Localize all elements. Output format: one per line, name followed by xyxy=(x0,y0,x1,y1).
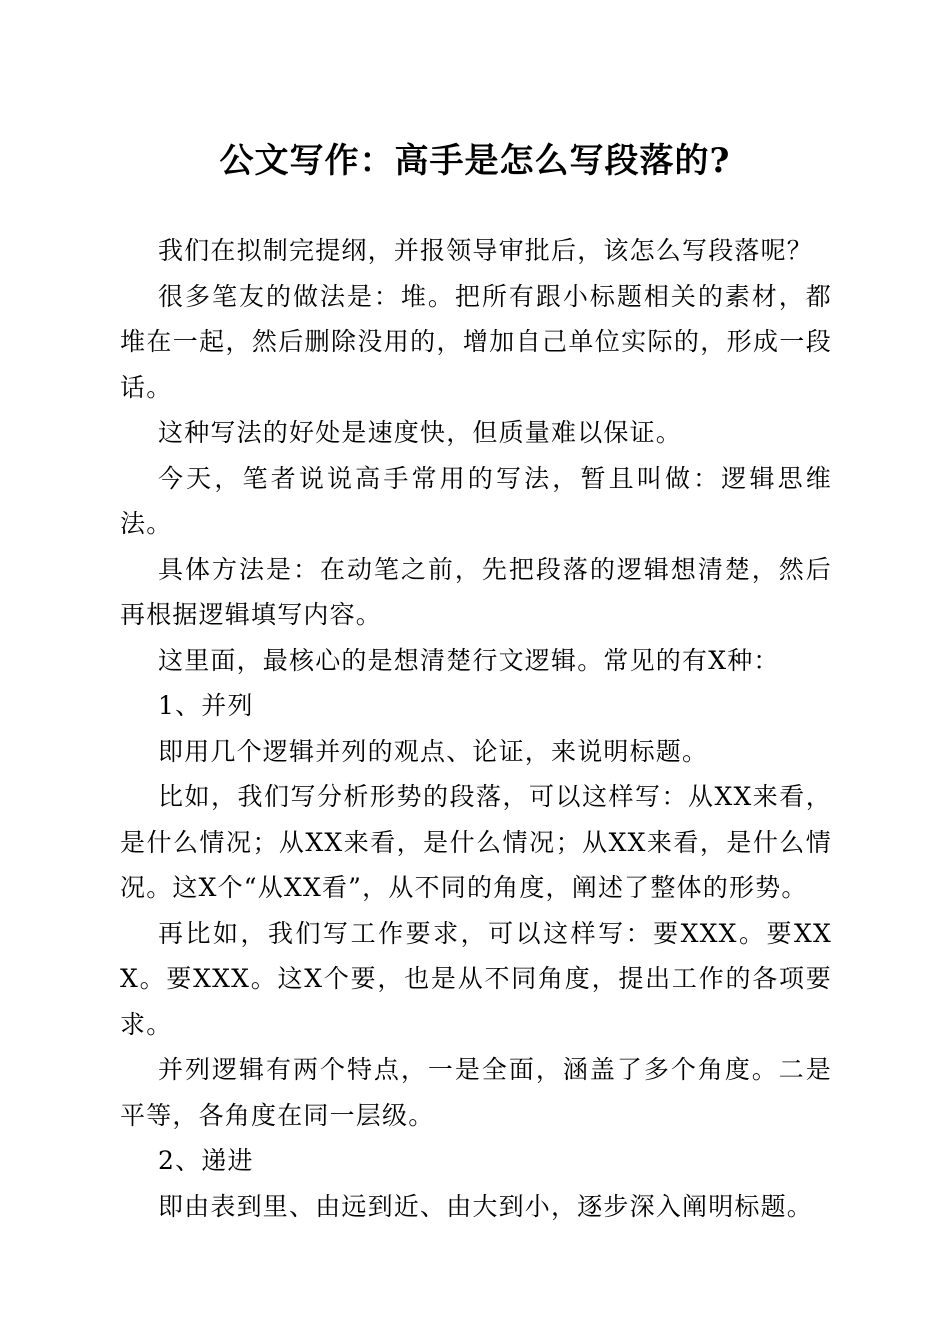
paragraph-intro-question: 我们在拟制完提纲，并报领导审批后，该怎么写段落呢？ xyxy=(158,236,814,265)
section-heading-parallel: 1、并列 xyxy=(158,691,254,720)
paragraph-parallel-example-1: 比如，我们写分析形势的段落，可以这样写：从XX来看，是什么情况；从XX来看，是什么情况；从XX来看，是什么情况。这X个“从XX看”，从不同的角度，阐述了整体的形势。 xyxy=(120,782,832,902)
section-heading-progressive: 2、递进 xyxy=(158,1146,254,1175)
paragraph-parallel-definition: 即用几个逻辑并列的观点、论证，来说明标题。 xyxy=(158,736,709,766)
paragraph-core-logic: 这里面，最核心的是想清楚行文逻辑。常见的有X种： xyxy=(158,645,780,675)
document-body xyxy=(120,228,832,1229)
paragraph-method-name: 今天，笔者说说高手常用的写法，暂且叫做：逻辑思维法。 xyxy=(120,463,832,538)
paragraph-common-practice: 很多笔友的做法是：堆。把所有跟小标题相关的素材，都堆在一起，然后删除没用的，增加自己单位实际的，形成一段话。 xyxy=(120,281,832,402)
document-title: 公文写作：高手是怎么写段落的? xyxy=(219,141,731,181)
paragraph-parallel-example-2: 再比如，我们写工作要求，可以这样写：要XXX。要XXX。要XXX。这X个要，也是从不同角度，提出工作的各项要求。 xyxy=(120,918,832,1039)
paragraph-method-detail: 具体方法是：在动笔之前，先把段落的逻辑想清楚，然后再根据逻辑填写内容。 xyxy=(120,554,832,629)
paragraph-pros-cons: 这种写法的好处是速度快，但质量难以保证。 xyxy=(158,418,683,447)
paragraph-progressive-definition: 即由表到里、由远到近、由大到小，逐步深入阐明标题。 xyxy=(158,1191,814,1221)
paragraph-parallel-features: 并列逻辑有两个特点，一是全面，涵盖了多个角度。二是平等，各角度在同一层级。 xyxy=(120,1055,832,1130)
